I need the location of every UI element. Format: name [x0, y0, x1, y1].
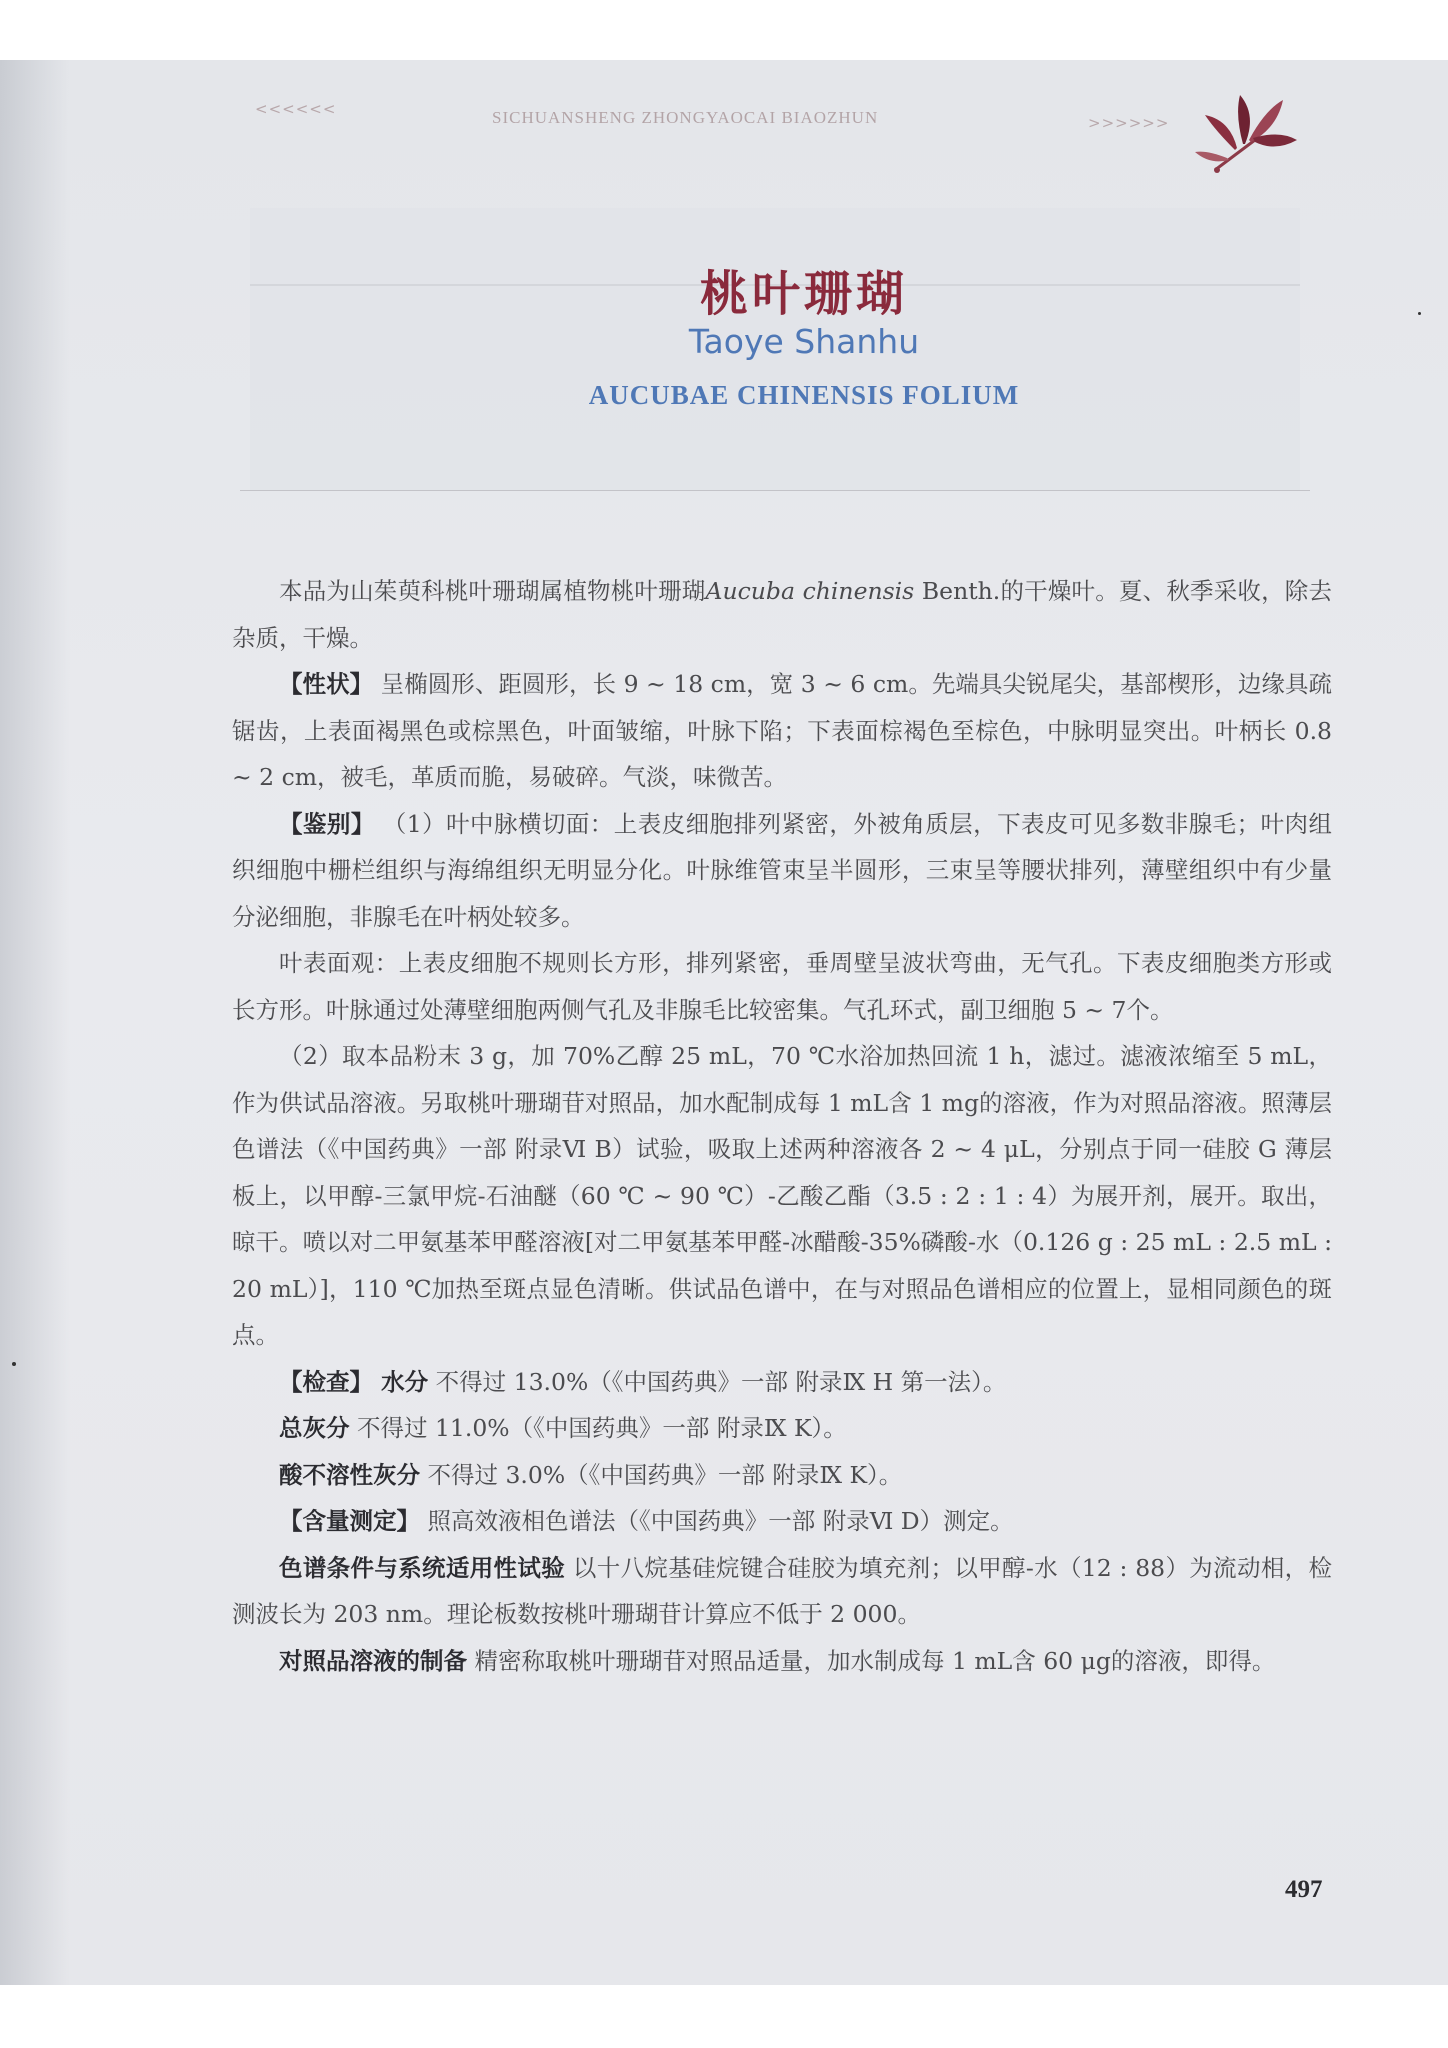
identification-paragraph-1 [232, 801, 1332, 941]
check-paragraph [232, 1359, 1332, 1406]
moisture-text: 不得过 13.0%（《中国药典》一部 附录Ⅸ H 第一法）。 [428, 1367, 1007, 1396]
identification-paragraph-3 [232, 1033, 1332, 1359]
page-speck [12, 1362, 16, 1366]
assay-label: 【含量测定】 [279, 1507, 420, 1535]
chromatography-label: 色谱条件与系统适用性试验 [279, 1553, 566, 1582]
running-header: SICHUANSHENG ZHONGYAOCAI BIAOZHUN [492, 108, 879, 127]
assay-paragraph [232, 1498, 1332, 1545]
moisture-label: 水分 [373, 1367, 429, 1396]
page-number: 497 [1285, 1876, 1323, 1903]
title-bottom-rule [240, 490, 1310, 491]
page-title-pinyin: Taoye Shanhu [688, 322, 920, 361]
identification-paragraph-2 [232, 940, 1332, 1033]
identification-text-3: （2）取本品粉末 3 g，加 70%乙醇 25 mL，70 ℃水浴加热回流 1 h，滤过。滤液浓缩至 5 mL，作为供试品溶液。另取桃叶珊瑚苷对照品，加水配制成每 1 mL含 1 mg的溶液，作为对照品溶液。照薄层色谱法（《中国药典》一部 附录Ⅵ B）试验，吸取上述两种溶液各 2 ~ 4 μL，分别点于同一硅胶 G 薄层板上，以甲醇-三氯甲烷-石油醚（60 ℃ ~ 90 ℃）-乙酸乙酯（3.5 : 2 : 1 : 4）为展开剂，展开。取出，晾干。喷以对二甲氨基苯甲醛溶液[对二甲氨基苯甲醛-冰醋酸-35%磷酸-水（0.126 g : 25 mL : 2.5 mL : 20 mL）]，110 ℃加热至斑点显色清晰。供试品色谱中，在与对照品色谱相应的位置上，显相同颜色的斑点。 [232, 1042, 1332, 1349]
page-speck [1418, 312, 1421, 315]
character-paragraph [232, 661, 1332, 801]
acid-ash-label: 酸不溶性灰分 [279, 1460, 420, 1489]
acid-ash-paragraph [232, 1452, 1332, 1499]
monograph-body [232, 568, 1332, 1684]
ash-text: 不得过 11.0%（《中国药典》一部 附录Ⅸ K）。 [349, 1414, 847, 1442]
header-left-arrows: <<<<<< [255, 100, 337, 118]
latin-species-name: Aucuba chinensis [705, 577, 915, 605]
identification-text-2: 叶表面观：上表皮细胞不规则长方形，排列紧密，垂周壁呈波状弯曲，无气孔。下表皮细胞类方形或长方形。叶脉通过处薄壁细胞两侧气孔及非腺毛比较密集。气孔环式，副卫细胞 5 ~ 7个。 [232, 949, 1332, 1024]
ash-label: 总灰分 [279, 1414, 350, 1442]
character-label: 【性状】 [279, 670, 374, 698]
reference-solution-label: 对照品溶液的制备 [279, 1646, 467, 1675]
assay-text: 照高效液相色谱法（《中国药典》一部 附录Ⅵ D）测定。 [420, 1507, 1014, 1535]
identification-text-1: （1）叶中脉横切面：上表皮细胞排列紧密，外被角质层，下表皮可见多数非腺毛；叶肉组织细胞中栅栏组织与海绵组织无明显分化。叶脉维管束呈半圆形，三束呈等腰状排列，薄壁组织中有少量分泌细胞，非腺毛在叶柄处较多。 [232, 809, 1333, 931]
reference-solution-paragraph [232, 1638, 1332, 1685]
character-text: 呈椭圆形、距圆形，长 9 ~ 18 cm，宽 3 ~ 6 cm。先端具尖锐尾尖，基部楔形，边缘具疏锯齿，上表面褐黑色或棕黑色，叶面皱缩，叶脉下陷；下表面棕褐色至棕色，中脉明显突出。叶柄长 0.8 ~ 2 cm，被毛，革质而脆，易破碎。气淡，味微苦。 [232, 670, 1333, 791]
intro-paragraph [232, 568, 1332, 661]
reference-solution-text: 精密称取桃叶珊瑚苷对照品适量，加水制成每 1 mL含 60 μg的溶液，即得。 [467, 1646, 1276, 1675]
check-label: 【检查】 [279, 1367, 373, 1396]
ash-paragraph [232, 1405, 1332, 1452]
acid-ash-text: 不得过 3.0%（《中国药典》一部 附录Ⅸ K）。 [420, 1460, 903, 1489]
leaf-sprig-icon [1185, 70, 1305, 180]
intro-text: 本品为山茱萸科桃叶珊瑚属植物桃叶珊瑚 [279, 577, 706, 605]
page-title-latin: AUCUBAE CHINENSIS FOLIUM [588, 380, 1020, 410]
chromatography-paragraph [232, 1545, 1332, 1638]
identification-label: 【鉴别】 [279, 809, 375, 838]
page-title-chinese: 桃叶珊瑚 [699, 266, 908, 322]
intro-text-end: Benth.的干燥叶。夏、秋季采收，除去杂质，干燥。 [232, 577, 1332, 652]
header-right-arrows: >>>>>> [1088, 114, 1170, 132]
chromatography-text: 以十八烷基硅烷键合硅胶为填充剂；以甲醇-水（12 : 88）为流动相，检测波长为 203 nm。理论板数按桃叶珊瑚苷计算应不低于 2 000。 [232, 1553, 1333, 1628]
